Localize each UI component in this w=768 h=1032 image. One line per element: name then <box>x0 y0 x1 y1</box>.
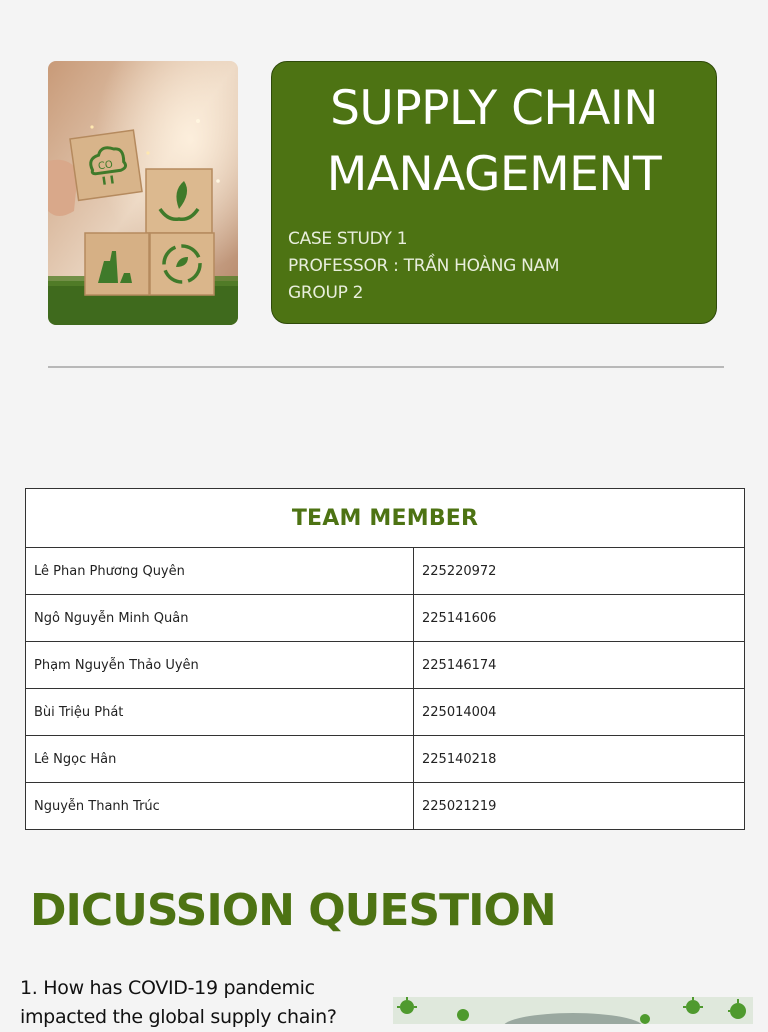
svg-text:CO: CO <box>97 159 114 173</box>
professor-label: PROFESSOR : TRẦN HOÀNG NAM <box>288 256 560 276</box>
section-divider <box>48 366 724 368</box>
title-card <box>271 61 717 324</box>
member-name: Ngô Nguyễn Minh Quân <box>26 595 414 642</box>
group-label: GROUP 2 <box>288 283 364 303</box>
table-row <box>26 642 745 689</box>
member-name: Lê Ngọc Hân <box>26 736 414 783</box>
member-name: Phạm Nguyễn Thảo Uyên <box>26 642 414 689</box>
table-row <box>26 783 745 830</box>
member-id: 225140218 <box>414 736 745 783</box>
cover-photo <box>48 61 238 325</box>
case-study-label: CASE STUDY 1 <box>288 229 408 249</box>
question-1: 1. How has COVID-19 pandemic impacted the global supply chain? <box>20 977 337 1028</box>
table-row <box>26 548 745 595</box>
team-member-table <box>25 488 745 830</box>
member-id: 225141606 <box>414 595 745 642</box>
title-line-1: SUPPLY CHAIN <box>330 81 658 136</box>
table-row <box>26 689 745 736</box>
member-name: Nguyễn Thanh Trúc <box>26 783 414 830</box>
member-id: 225220972 <box>414 548 745 595</box>
discussion-heading: DICUSSION QUESTION <box>30 885 556 936</box>
title-line-2: MANAGEMENT <box>326 147 662 202</box>
member-id: 225014004 <box>414 689 745 736</box>
member-id: 225146174 <box>414 642 745 689</box>
team-table-heading: TEAM MEMBER <box>26 489 745 548</box>
table-row <box>26 595 745 642</box>
member-name: Lê Phan Phương Quyên <box>26 548 414 595</box>
member-name: Bùi Triệu Phát <box>26 689 414 736</box>
document-info <box>288 226 559 307</box>
document-title <box>272 76 716 208</box>
table-row <box>26 736 745 783</box>
member-id: 225021219 <box>414 783 745 830</box>
coronavirus-photo <box>393 997 753 1024</box>
